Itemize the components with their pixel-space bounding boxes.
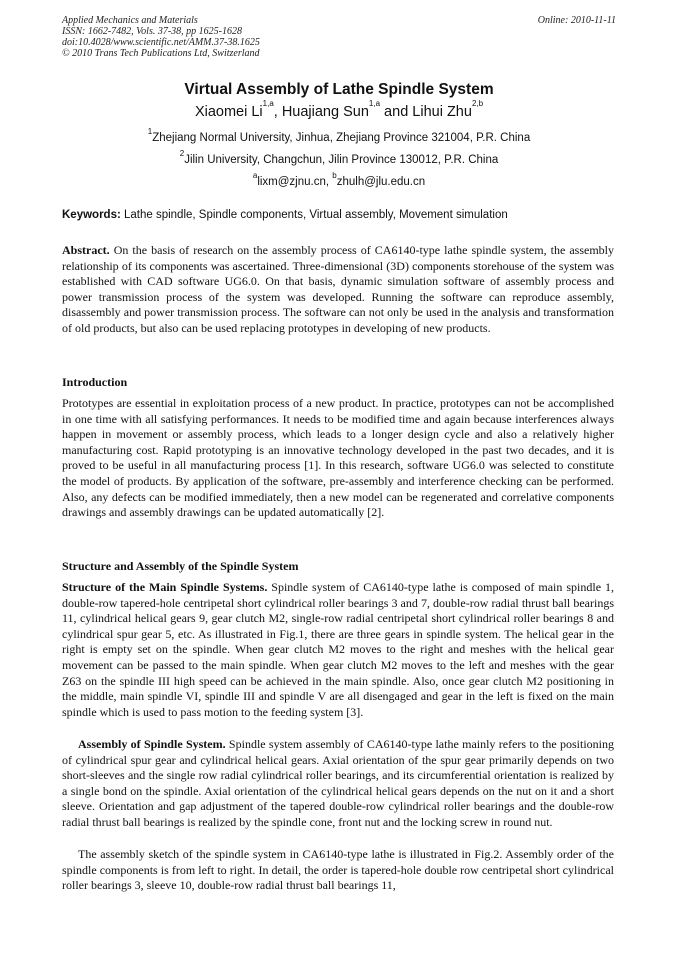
- email-address: zhulh@jlu.edu.cn: [336, 176, 426, 188]
- keywords-text: Lathe spindle, Spindle components, Virtual assembly, Movement simulation: [120, 209, 508, 221]
- affiliation-text: Jilin University, Changchun, Jilin Province 130012, P.R. China: [184, 154, 499, 166]
- author-affil-mark: 1,a: [368, 99, 381, 108]
- author-name: Lihui Zhu: [412, 104, 472, 120]
- structure-subheading: Structure of the Main Spindle Systems.: [62, 580, 268, 594]
- journal-issn: ISSN: 1662-7482, Vols. 37-38, pp 1625-1628: [62, 26, 242, 37]
- keywords-label: Keywords:: [62, 209, 121, 221]
- section-heading-introduction: Introduction: [62, 375, 128, 389]
- affiliation-text: Zhejiang Normal University, Jinhua, Zhejiang Province 321004, P.R. China: [152, 132, 531, 144]
- email-mark: a: [252, 171, 258, 180]
- email-mark: b: [332, 171, 337, 180]
- author-name: Xiaomei Li: [194, 104, 263, 120]
- author-affil-mark: 2,b: [471, 99, 484, 108]
- author-and: and: [380, 104, 413, 120]
- journal-header: [62, 15, 260, 59]
- abstract: [62, 243, 614, 337]
- paper-title: Virtual Assembly of Lathe Spindle System: [184, 81, 494, 98]
- journal-doi: doi:10.4028/www.scientific.net/AMM.37-38.1625: [62, 37, 260, 48]
- assembly-text: Spindle system assembly of CA6140-type lathe mainly refers to the positioning of cylindrical spur gear and cylindrical helical gears. Axial orientation of the spur gear primarily depends on two short-sleeves and the single row radial cylindrical roller bearings, and its circumferential orientation is realized by a single bond on the spindle. Axial orientation of the cylindrical helical gears depends on the nut on it and a short sleeve. Orientation and gap adjustment of the tapered double-row cylindrical roller bearings and the double-row radial thrust ball bearings is realized by the spindle cone, front nut and the locking screw in round nut.: [62, 737, 614, 829]
- affiliation-mark: 2: [179, 149, 185, 158]
- keywords: [62, 208, 618, 222]
- abstract-label: Abstract.: [62, 243, 110, 257]
- journal-copyright: © 2010 Trans Tech Publications Ltd, Switzerland: [62, 48, 260, 59]
- structure-paragraph: [62, 580, 614, 720]
- author-list: [0, 99, 678, 121]
- section-heading-structure: Structure and Assembly of the Spindle System: [62, 559, 299, 573]
- affiliation: [0, 149, 678, 167]
- author-affil-mark: 1,a: [262, 99, 274, 108]
- assembly-paragraph: [62, 737, 614, 831]
- email-separator: ,: [325, 176, 333, 188]
- assembly-subheading: Assembly of Spindle System.: [78, 737, 226, 751]
- author-name: Huajiang Sun: [281, 104, 369, 120]
- journal-name: Applied Mechanics and Materials: [62, 15, 198, 26]
- email-line: [0, 171, 678, 189]
- email-address: lixm@zjnu.cn: [257, 176, 326, 188]
- online-date: Online: 2010-11-11: [537, 15, 616, 26]
- introduction-paragraph: Prototypes are essential in exploitation process of a new product. In practice, prototypes can not be accomplished in one time with all satisfying performances. It needs to be modified time and again because interferences always happen in movement or assembly process, which leads to a longer design cycle and also a relatively higher manufacturing cost. Rapid prototyping is an innovative technology developed in the past two decades, and it is proved to be useful in all manufacturing process [1]. In this research, software UG6.0 was selected to constitute the model of products. By application of the software, pre-assembly and interference checking can be performed. Also, any defects can be modified immediately, then a new model can be regenerated and correlative components drawings and assembly drawings can be updated automatically [2].: [62, 396, 614, 520]
- author-separator: ,: [273, 104, 282, 120]
- affiliation-mark: 1: [147, 127, 153, 136]
- abstract-text: On the basis of research on the assembly process of CA6140-type lathe spindle system, the assembly relationship of its components was ascertained. Three-dimensional (3D) components storehouse of the system was established with CAD software UG6.0. On that basis, dynamic simulation software of assembly process and power transmission process of the system was developed. Running the software can reproduce assembly, disassembly and power transmission process. The software can not only be used in the analysis and transformation of old products, but also can be used replacing prototypes in developing of new products.: [62, 243, 614, 335]
- structure-text: Spindle system of CA6140-type lathe is composed of main spindle 1, double-row tapered-hole centripetal short cylindrical roller bearings 3 and 7, double-row radial thrust ball bearings 11, cylindrical helical gears 9, gear clutch M2, single-row radial centripetal short cylindrical roller bearings 8 and cylindrical spur gear 5, etc. As illustrated in Fig.1, there are three gears in spindle system. The helical gear in the right is empty set on the spindle. When gear clutch M2 moves to the right and meshes with the helical gear movement can be passed to the main spindle. When gear clutch M2 moves to the left and meshes with the gear Z63 on the spindle III high speed can be achieved in the main spindle. Also, once gear clutch M2 positioning in the middle, main spindle VI, spindle III and spindle V are all disengaged and gear in the left is fixed on the main spindle which is used to pass motion to the feeding system [3].: [62, 580, 614, 719]
- assembly-order-paragraph: The assembly sketch of the spindle system in CA6140-type lathe is illustrated in Fig.2. Assembly order of the spindle components is from left to right. In detail, the order is tapered-hole double row centripetal short cylindrical roller bearings 3, sleeve 10, double-row radial thrust ball bearings 11,: [62, 847, 614, 893]
- affiliation: [0, 127, 678, 145]
